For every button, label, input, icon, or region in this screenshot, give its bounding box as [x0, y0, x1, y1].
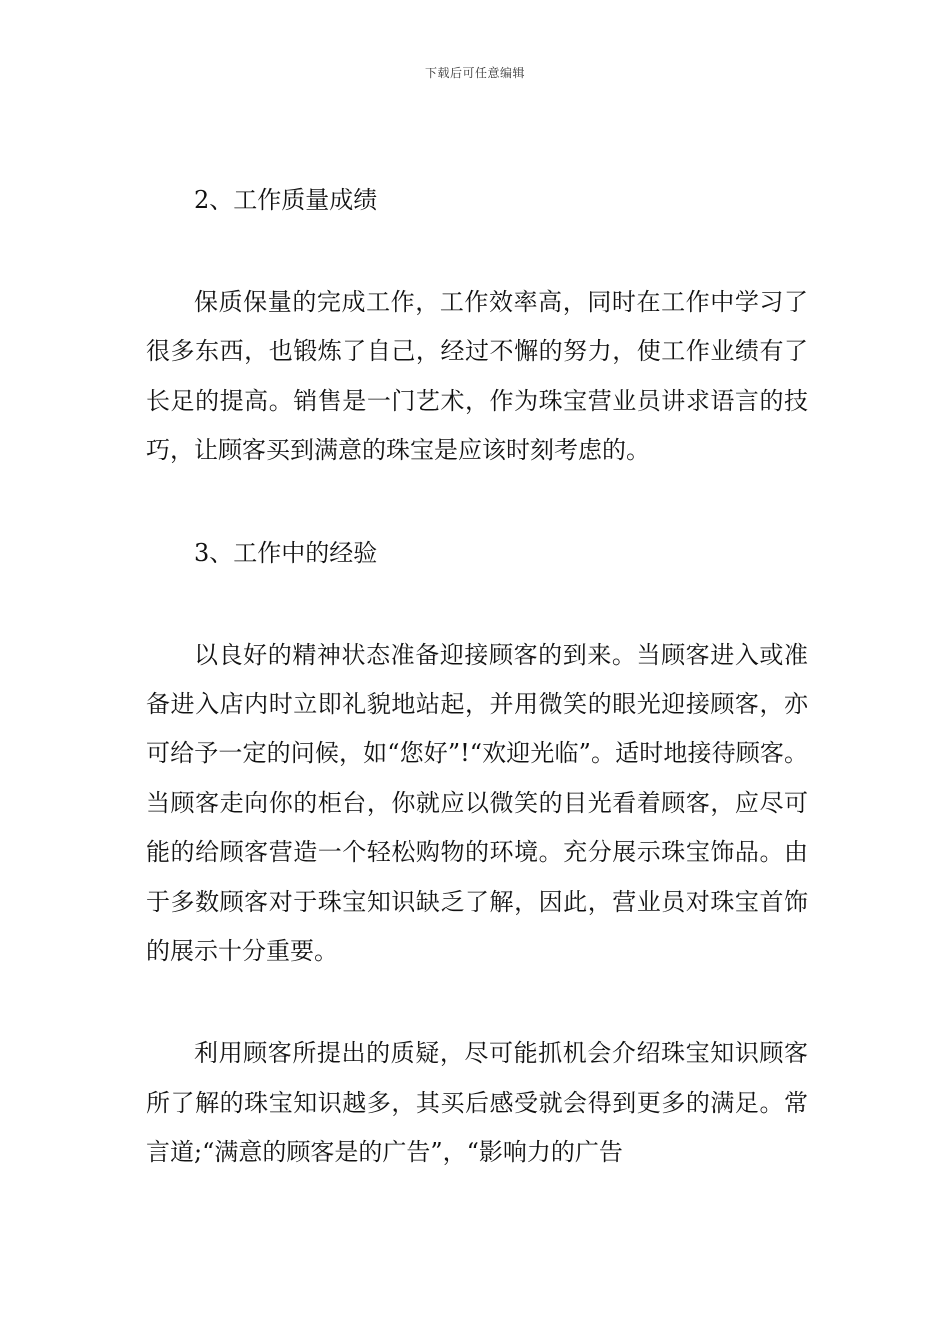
spacer: [146, 976, 808, 1029]
spacer: [146, 225, 808, 278]
section-2-paragraph: 保质保量的完成工作，工作效率高，同时在工作中学习了很多东西，也锻炼了自己，经过不懈的努力，使工作业绩有了长足的提高。销售是一门艺术，作为珠宝营业员讲求语言的技巧，让顾客买到满意的珠宝是应该时刻考虑的。: [146, 288, 808, 465]
document-body: [146, 176, 808, 1178]
section-3-paragraph-1: 以良好的精神状态准备迎接顾客的到来。当顾客进入或准备进入店内时立即礼貌地站起，并用微笑的眼光迎接顾客，亦可给予一定的问候，如“您好”!“欢迎光临”。适时地接待顾客。当顾客走向你的柜台，你就应以微笑的目光看着顾客，应尽可能的给顾客营造一个轻松购物的环境。充分展示珠宝饰品。由于多数顾客对于珠宝知识缺乏了解，因此，营业员对珠宝首饰的展示十分重要。: [146, 640, 808, 966]
section-3-heading: 3、工作中的经验: [194, 538, 378, 567]
section-2-heading: 2、工作质量成绩: [194, 186, 378, 214]
spacer: [146, 578, 808, 631]
spacer: [146, 476, 808, 529]
header-note: 下载后可任意编辑: [424, 66, 525, 80]
section-3-paragraph-2: 利用顾客所提出的质疑，尽可能抓机会介绍珠宝知识顾客所了解的珠宝知识越多，其买后感受就会得到更多的满足。常言道;“满意的顾客是的广告”，“影响力的广告: [146, 1039, 808, 1167]
